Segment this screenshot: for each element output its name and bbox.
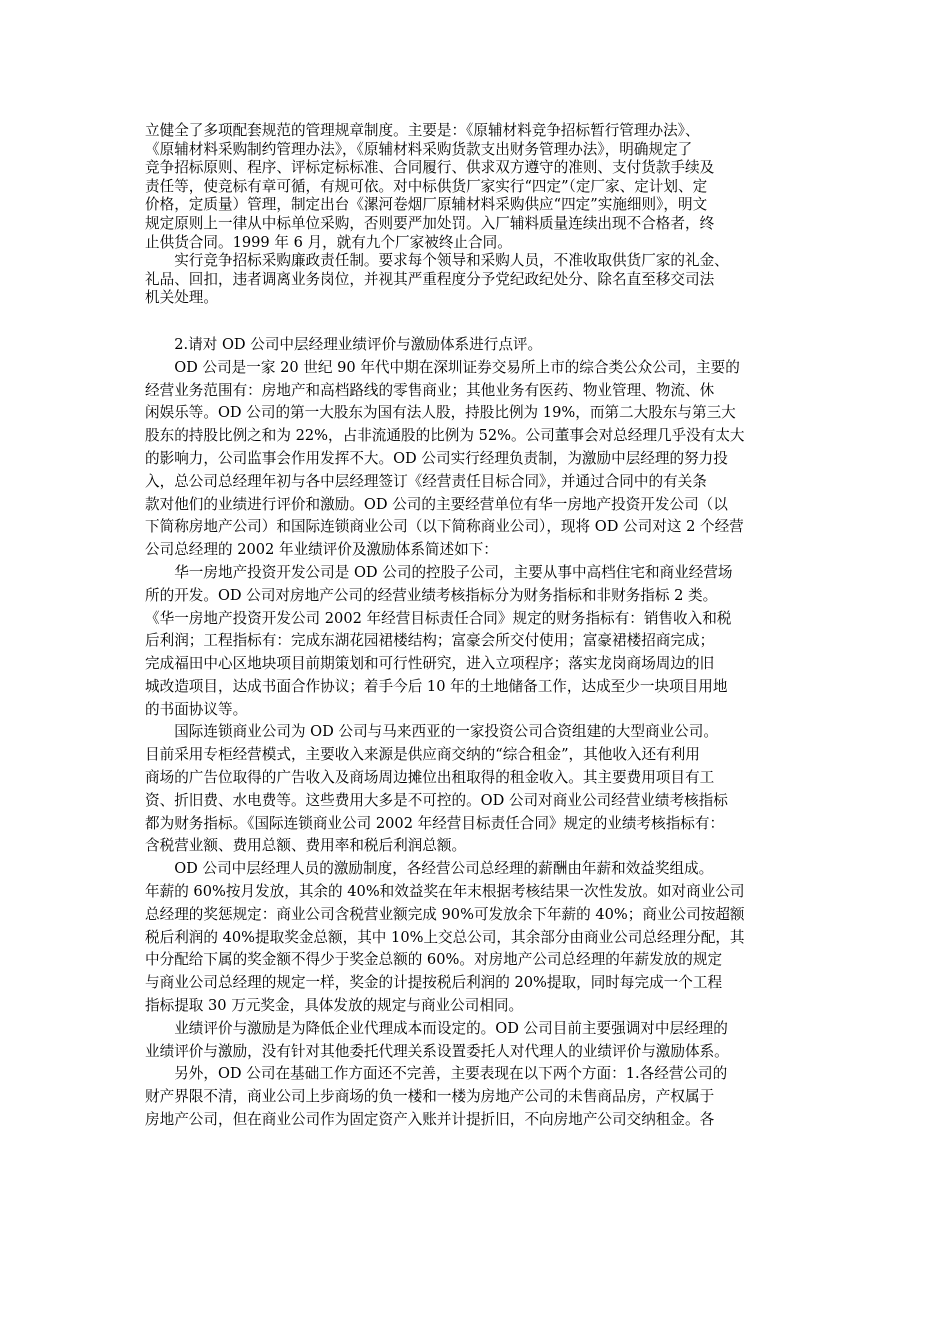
text-line: 总经理的奖惩规定：商业公司含税营业额完成 90%可发放余下年薪的 40%；商业公司按超额 xyxy=(145,905,745,923)
text-line: 《原辅材料采购制约管理办法》，《原辅材料采购货款支出财务管理办法》，明确规定了 xyxy=(145,140,693,158)
text-line: 价格，定质量）管理，制定出台《漯河卷烟厂原辅材料采购供应“四定”实施细则》，明文 xyxy=(145,196,708,214)
text-line: 立健全了多项配套规范的管理规章制度。主要是：《原辅材料竞争招标暂行管理办法》、 xyxy=(145,122,700,139)
text-line: 中分配给下属的奖金额不得少于奖金总额的 60%。对房地产公司总经理的年薪发放的规定 xyxy=(145,951,723,969)
document-page xyxy=(145,122,813,1132)
text-line: 年薪的 60%按月发放，其余的 40%和效益奖在年末根据考核结果一次性发放。如对商业公司 xyxy=(145,883,745,901)
text-line: 礼品、回扣，违者调离业务岗位，并视其严重程度分予党纪政纪处分、除名直至移交司法 xyxy=(145,270,715,288)
text-line: 入，总公司总经理年初与各中层经理签订《经营责任目标合同》，并通过合同中的有关条 xyxy=(145,472,707,490)
text-line: 财产界限不清，商业公司上步商场的负一楼和一楼为房地产公司的未售商品房，产权属于 xyxy=(145,1088,715,1106)
text-line: 机关处理。 xyxy=(145,289,218,307)
question-heading: 2.请对 OD 公司中层经理业绩评价与激励体系进行点评。 xyxy=(145,335,543,353)
text-line: 的书面协议等。 xyxy=(145,700,248,718)
text-line: 《华一房地产投资开发公司 2002 年经营目标责任合同》规定的财务指标有：销售收入和税 xyxy=(145,609,732,627)
text-line: 竞争招标原则、程序、评标定标标准、合同履行、供求双方遵守的准则、支付货款手续及 xyxy=(145,159,715,177)
text-line: 规定原则上一律从中标单位采购，否则要严加处罚。入厂辅料质量连续出现不合格者，终 xyxy=(145,214,715,232)
text-line: 后利润；工程指标有：完成东湖花园裙楼结构；富豪会所交付使用；富豪裙楼招商完成； xyxy=(145,632,715,650)
text-line: 实行竞争招标采购廉政责任制。要求每个领导和采购人员，不准收取供货厂家的礼金、 xyxy=(145,252,729,270)
text-line: 税后利润的 40%提取奖金总额，其中 10%上交总公司，其余部分由商业公司总经理分配，其 xyxy=(145,928,745,946)
text-line: 商场的广告位取得的广告收入及商场周边摊位出租取得的租金收入。其主要费用项目有工 xyxy=(145,769,715,787)
text-line: 房地产公司，但在商业公司作为固定资产入账并计提折旧，不向房地产公司交纳租金。各 xyxy=(145,1111,715,1129)
text-line: 另外，OD 公司在基础工作方面还不完善，主要表现在以下两个方面：1.各经营公司的 xyxy=(145,1065,728,1083)
text-line: 目前采用专柜经营模式，主要收入来源是供应商交纳的“综合租金”，其他收入还有利用 xyxy=(145,746,700,764)
text-line: 业绩评价与激励，没有针对其他委托代理关系设置委托人对代理人的业绩评价与激励体系。 xyxy=(145,1042,729,1060)
text-line: OD 公司中层经理人员的激励制度，各经营公司总经理的薪酬由年薪和效益奖组成。 xyxy=(145,860,714,878)
text-block-od-company xyxy=(145,334,813,1132)
text-line: 完成福田中心区地块项目前期策划和可行性研究，进入立项程序；落实龙岗商场周边的旧 xyxy=(145,655,715,673)
text-line: 止供货合同。1999 年 6 月，就有九个厂家被终止合同。 xyxy=(145,233,512,251)
text-line: 下简称房地产公司）和国际连锁商业公司（以下简称商业公司），现将 OD 公司对这 2 个经营 xyxy=(145,518,744,536)
text-line: 的影响力，公司监事会作用发挥不大。OD 公司实行经理负责制，为激励中层经理的努力投 xyxy=(145,449,728,467)
text-line: 都为财务指标。《国际连锁商业公司 2002 年经营目标责任合同》规定的业绩考核指标有： xyxy=(145,814,725,832)
text-block-procurement xyxy=(145,122,813,334)
text-line: 闲娱乐等。OD 公司的第一大股东为国有法人股，持股比例为 19%，而第二大股东与第三大 xyxy=(145,404,736,422)
text-line: 经营业务范围有：房地产和高档路线的零售商业；其他业务有医药、物业管理、物流、休 xyxy=(145,381,715,399)
paragraph-gap xyxy=(145,308,813,334)
text-line: 华一房地产投资开发公司是 OD 公司的控股子公司，主要从事中高档住宅和商业经营场 xyxy=(145,563,733,581)
text-line: OD 公司是一家 20 世纪 90 年代中期在深圳证券交易所上市的综合类公众公司，主要的 xyxy=(145,358,740,376)
text-line: 含税营业额、费用总额、费用率和税后利润总额。 xyxy=(145,837,467,855)
text-line: 国际连锁商业公司为 OD 公司与马来西亚的一家投资公司合资组建的大型商业公司。 xyxy=(145,723,718,741)
text-line: 业绩评价与激励是为降低企业代理成本而设定的。OD 公司目前主要强调对中层经理的 xyxy=(145,1019,728,1037)
text-line: 与商业公司总经理的规定一样，奖金的计提按税后利润的 20%提取，同时每完成一个工程 xyxy=(145,974,723,992)
text-line: 股东的持股比例之和为 22%，占非流通股的比例为 52%。公司董事会对总经理几乎没有太大 xyxy=(145,427,745,445)
text-line: 公司总经理的 2002 年业绩评价及激励体系简述如下： xyxy=(145,541,498,559)
text-line: 指标提取 30 万元奖金，具体发放的规定与商业公司相同。 xyxy=(145,997,524,1015)
text-line: 城改造项目，达成书面合作协议；着手今后 10 年的土地储备工作，达成至少一块项目用地 xyxy=(145,677,728,695)
text-line: 所的开发。OD 公司对房地产公司的经营业绩考核指标分为财务指标和非财务指标 2 类。 xyxy=(145,586,718,604)
text-line: 款对他们的业绩进行评价和激励。OD 公司的主要经营单位有华一房地产投资开发公司（以 xyxy=(145,495,728,513)
text-line: 资、折旧费、水电费等。这些费用大多是不可控的。OD 公司对商业公司经营业绩考核指标 xyxy=(145,791,728,809)
text-line: 责任等，使竞标有章可循，有规可依。对中标供货厂家实行“四定”（定厂家、定计划、定 xyxy=(145,177,708,195)
